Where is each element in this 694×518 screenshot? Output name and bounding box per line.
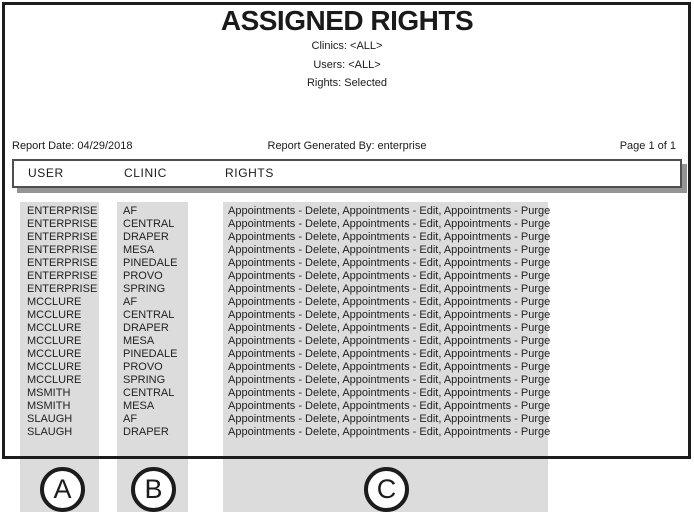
cell-rights: Appointments - Delete, Appointments - Edit, Appointments - Purge xyxy=(228,205,551,217)
column-header-rights: RIGHTS xyxy=(225,166,274,180)
cell-clinic: MESA xyxy=(123,244,155,256)
table-row xyxy=(0,335,694,348)
cell-rights: Appointments - Delete, Appointments - Edit, Appointments - Purge xyxy=(228,218,551,230)
cell-clinic: CENTRAL xyxy=(123,309,175,321)
cell-rights: Appointments - Delete, Appointments - Edit, Appointments - Purge xyxy=(228,309,551,321)
table-row xyxy=(0,322,694,335)
cell-rights: Appointments - Delete, Appointments - Edit, Appointments - Purge xyxy=(228,413,551,425)
cell-clinic: PROVO xyxy=(123,361,163,373)
table-row xyxy=(0,244,694,257)
table-row xyxy=(0,361,694,374)
filter-users: Users: <ALL> xyxy=(313,59,381,71)
cell-user: MCCLURE xyxy=(27,374,82,386)
table-row xyxy=(0,309,694,322)
callout-b-label: B xyxy=(144,474,163,504)
table-row xyxy=(0,205,694,218)
table-row xyxy=(0,283,694,296)
cell-clinic: DRAPER xyxy=(123,322,169,334)
cell-rights: Appointments - Delete, Appointments - Edit, Appointments - Purge xyxy=(228,322,551,334)
cell-clinic: SPRING xyxy=(123,283,166,295)
cell-clinic: AF xyxy=(123,413,138,425)
cell-rights: Appointments - Delete, Appointments - Edit, Appointments - Purge xyxy=(228,270,551,282)
cell-user: ENTERPRISE xyxy=(27,205,98,217)
table-row xyxy=(0,387,694,400)
cell-rights: Appointments - Delete, Appointments - Edit, Appointments - Purge xyxy=(228,283,551,295)
table-row xyxy=(0,426,694,439)
cell-user: ENTERPRISE xyxy=(27,244,98,256)
cell-rights: Appointments - Delete, Appointments - Edit, Appointments - Purge xyxy=(228,257,551,269)
cell-user: ENTERPRISE xyxy=(27,270,98,282)
report-date: Report Date: 04/29/2018 xyxy=(12,140,133,152)
table-row xyxy=(0,348,694,361)
cell-user: MCCLURE xyxy=(27,296,82,308)
cell-user: MCCLURE xyxy=(27,335,82,347)
table-header-bar xyxy=(12,159,682,188)
table-row xyxy=(0,296,694,309)
column-header-user: USER xyxy=(28,166,64,180)
report-generated-by: Report Generated By: enterprise xyxy=(267,140,427,152)
cell-user: MCCLURE xyxy=(27,348,82,360)
cell-rights: Appointments - Delete, Appointments - Edit, Appointments - Purge xyxy=(228,374,551,386)
cell-user: ENTERPRISE xyxy=(27,231,98,243)
table-row xyxy=(0,413,694,426)
callout-circle-b xyxy=(131,467,176,512)
cell-rights: Appointments - Delete, Appointments - Edit, Appointments - Purge xyxy=(228,231,551,243)
cell-rights: Appointments - Delete, Appointments - Edit, Appointments - Purge xyxy=(228,361,551,373)
callout-a-label: A xyxy=(53,474,72,504)
page-indicator: Page 1 of 1 xyxy=(619,140,676,152)
cell-user: MSMITH xyxy=(27,400,71,412)
cell-user: SLAUGH xyxy=(27,426,73,438)
callout-circle-a xyxy=(40,467,85,512)
cell-clinic: AF xyxy=(123,205,138,217)
cell-rights: Appointments - Delete, Appointments - Edit, Appointments - Purge xyxy=(228,426,551,438)
cell-clinic: PROVO xyxy=(123,270,163,282)
cell-user: MCCLURE xyxy=(27,309,82,321)
cell-clinic: AF xyxy=(123,296,138,308)
cell-clinic: PINEDALE xyxy=(123,348,178,360)
cell-rights: Appointments - Delete, Appointments - Edit, Appointments - Purge xyxy=(228,400,551,412)
cell-rights: Appointments - Delete, Appointments - Edit, Appointments - Purge xyxy=(228,244,551,256)
cell-rights: Appointments - Delete, Appointments - Edit, Appointments - Purge xyxy=(228,387,551,399)
cell-rights: Appointments - Delete, Appointments - Edit, Appointments - Purge xyxy=(228,296,551,308)
table-row xyxy=(0,218,694,231)
cell-clinic: SPRING xyxy=(123,374,166,386)
filter-rights: Rights: Selected xyxy=(306,77,388,89)
cell-user: ENTERPRISE xyxy=(27,218,98,230)
table-body xyxy=(0,205,694,439)
cell-clinic: DRAPER xyxy=(123,426,169,438)
cell-clinic: PINEDALE xyxy=(123,257,178,269)
cell-user: ENTERPRISE xyxy=(27,283,98,295)
filter-clinics: Clinics: <ALL> xyxy=(311,40,383,52)
table-row xyxy=(0,270,694,283)
cell-clinic: MESA xyxy=(123,400,155,412)
cell-clinic: CENTRAL xyxy=(123,218,175,230)
report-title: ASSIGNED RIGHTS xyxy=(220,5,474,36)
table-row xyxy=(0,400,694,413)
cell-user: MSMITH xyxy=(27,387,71,399)
callout-circle-c xyxy=(364,467,409,512)
cell-clinic: MESA xyxy=(123,335,155,347)
cell-user: MCCLURE xyxy=(27,361,82,373)
table-row xyxy=(0,374,694,387)
cell-rights: Appointments - Delete, Appointments - Edit, Appointments - Purge xyxy=(228,348,551,360)
cell-user: MCCLURE xyxy=(27,322,82,334)
cell-clinic: DRAPER xyxy=(123,231,169,243)
table-row xyxy=(0,257,694,270)
cell-user: ENTERPRISE xyxy=(27,257,98,269)
callout-c-label: C xyxy=(376,474,397,504)
cell-clinic: CENTRAL xyxy=(123,387,175,399)
cell-rights: Appointments - Delete, Appointments - Edit, Appointments - Purge xyxy=(228,335,551,347)
cell-user: SLAUGH xyxy=(27,413,73,425)
column-header-clinic: CLINIC xyxy=(124,166,167,180)
table-row xyxy=(0,231,694,244)
